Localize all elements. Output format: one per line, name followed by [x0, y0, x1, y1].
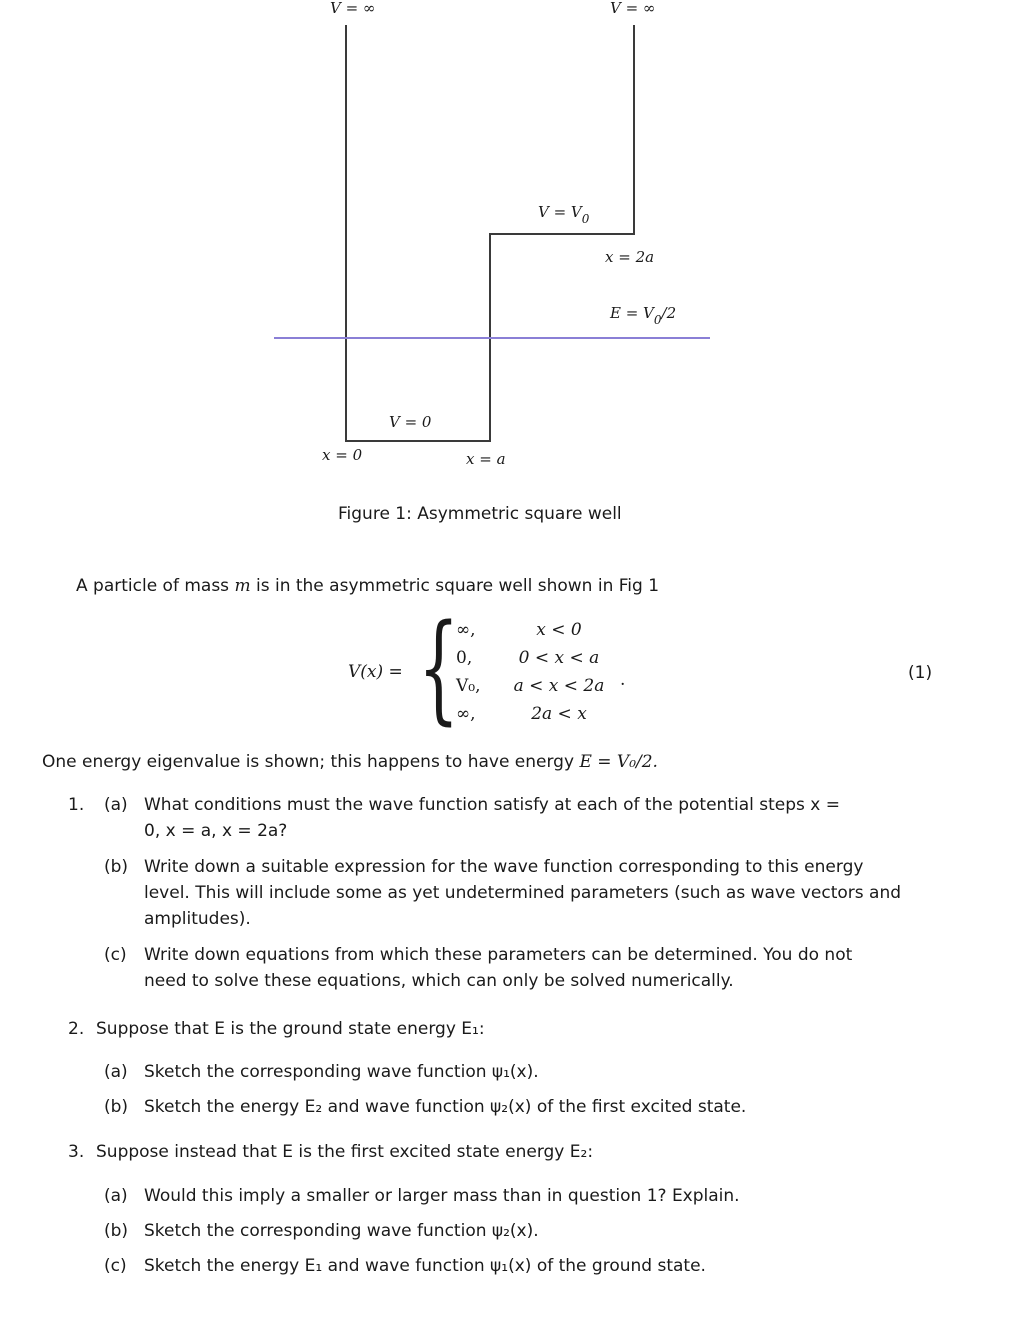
question-2b-label: (b) [104, 1097, 129, 1117]
question-1-number: 1. [68, 795, 85, 815]
label-energy-tail: /2 [661, 304, 677, 322]
statement-math: E = V₀/2. [579, 752, 658, 772]
question-1c-line-1: Write down equations from which these parameters can be determined. You do not [144, 945, 853, 965]
question-1b-label: (b) [104, 857, 129, 877]
question-1b-text [144, 854, 901, 932]
question-3c-label: (c) [104, 1256, 127, 1276]
statement-text: One energy eigenvalue is shown; this happens to have energy [42, 752, 575, 772]
label-v-infinity-left: V = ∞ [330, 0, 376, 17]
case-value-2: 0, [456, 648, 473, 668]
question-1a-line-1: What conditions must the wave function satisfy at each of the potential steps x = [144, 795, 841, 815]
energy-statement [42, 751, 658, 773]
question-1c-line-2: need to solve these equations, which can only be solved numerically. [144, 971, 734, 991]
case-condition-1: x < 0 [536, 620, 582, 640]
label-energy-subscript: 0 [653, 313, 662, 327]
question-1b-line-2: level. This will include some as yet undetermined parameters (such as wave vectors and [144, 883, 902, 903]
question-3c-text: Sketch the energy E₁ and wave function ψ₁(x) of the ground state. [144, 1256, 706, 1276]
asymmetric-square-well-figure [0, 0, 1022, 500]
case-condition-3: a < x < 2a [513, 676, 605, 696]
question-2a-label: (a) [104, 1062, 128, 1082]
equation-trailing-dot: . [620, 670, 626, 690]
intro-text-before: A particle of mass [76, 576, 230, 596]
question-1c-label: (c) [104, 945, 127, 965]
label-v-infinity-right: V = ∞ [610, 0, 656, 17]
question-3-stem: Suppose instead that E is the first excited state energy E₂: [96, 1142, 594, 1162]
case-value-1: ∞, [456, 620, 476, 640]
label-v-zero: V = 0 [389, 413, 432, 431]
case-condition-4: 2a < x [531, 704, 587, 724]
equation-number: (1) [908, 663, 933, 683]
label-x-2a: x = 2a [605, 248, 655, 266]
figure-caption: Figure 1: Asymmetric square well [338, 504, 622, 524]
question-3b-text: Sketch the corresponding wave function ψ₂(x). [144, 1221, 539, 1241]
intro-paragraph [76, 575, 659, 597]
mass-symbol: m [234, 576, 251, 596]
question-1a-line-2: 0, x = a, x = 2a? [144, 821, 288, 841]
question-3-number: 3. [68, 1142, 85, 1162]
question-2a-text: Sketch the corresponding wave function ψ₁(x). [144, 1062, 539, 1082]
potential-well-outline [346, 25, 634, 441]
case-condition-2: 0 < x < a [518, 648, 600, 668]
question-3a-label: (a) [104, 1186, 128, 1206]
question-2b-text: Sketch the energy E₂ and wave function ψ₂(x) of the first excited state. [144, 1097, 747, 1117]
case-value-3: V₀, [456, 676, 481, 696]
label-energy-level: $E = V_0/2$ [610, 304, 677, 327]
question-1b-line-1: Write down a suitable expression for the wave function corresponding to this energy [144, 857, 864, 877]
label-x-zero: x = 0 [322, 446, 363, 464]
label-v-v0-subscript: 0 [581, 212, 590, 226]
case-value-4: ∞, [456, 704, 476, 724]
question-1a-text [144, 792, 840, 844]
question-2-stem: Suppose that E is the ground state energy E₁: [96, 1019, 485, 1039]
equation-lhs: V(x) = [348, 662, 403, 682]
question-3a-text: Would this imply a smaller or larger mass than in question 1? Explain. [144, 1186, 740, 1206]
intro-text-after: is in the asymmetric square well shown in Fig 1 [255, 576, 660, 596]
question-2-number: 2. [68, 1019, 85, 1039]
question-1c-text [144, 942, 852, 994]
equation-brace: { [418, 598, 460, 736]
label-x-a: x = a [466, 450, 506, 468]
question-1a-label: (a) [104, 795, 128, 815]
question-1b-line-3: amplitudes). [144, 909, 251, 929]
label-v-v0: $V = V_0$ [538, 203, 590, 226]
question-3b-label: (b) [104, 1221, 129, 1241]
